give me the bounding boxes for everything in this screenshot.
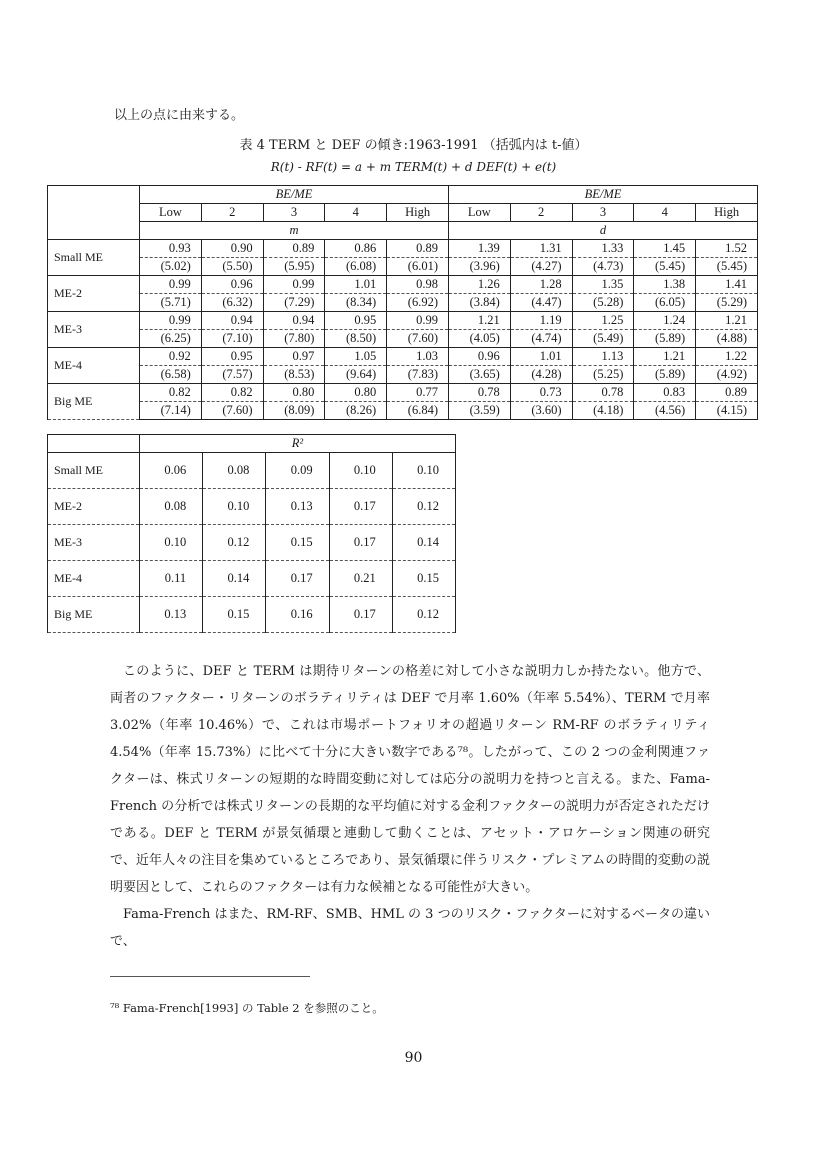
t-value-cell: (5.71) (140, 294, 202, 312)
coef-cell: 0.97 (263, 348, 325, 366)
t-value-cell: (4.47) (510, 294, 572, 312)
coef-cell: 0.86 (325, 240, 387, 258)
footnote-rule (110, 976, 310, 977)
table-caption: 表 4 TERM と DEF の傾き:1963-1991 （括弧内は t-値） (239, 138, 588, 153)
r2-cell: 0.15 (266, 525, 329, 561)
t-value-cell: (7.10) (201, 330, 263, 348)
col-header: Low (448, 204, 510, 222)
t-value-cell: (6.32) (201, 294, 263, 312)
coef-cell: 1.33 (572, 240, 634, 258)
col-header: 3 (263, 204, 325, 222)
col-header: 4 (325, 204, 387, 222)
coef-cell: 1.39 (448, 240, 510, 258)
t-value-cell: (4.18) (572, 402, 634, 420)
coef-cell: 1.45 (634, 240, 696, 258)
coef-cell: 0.99 (387, 312, 449, 330)
col-header: High (387, 204, 449, 222)
coef-cell: 0.89 (387, 240, 449, 258)
label-d: d (448, 222, 757, 240)
t-value-cell: (3.60) (510, 402, 572, 420)
coef-cell: 1.52 (696, 240, 758, 258)
r2-row-label: ME-4 (48, 561, 140, 597)
coef-cell: 1.22 (696, 348, 758, 366)
t-value-cell: (5.49) (572, 330, 634, 348)
coef-cell: 0.78 (572, 384, 634, 402)
coef-cell: 1.13 (572, 348, 634, 366)
coef-cell: 1.01 (325, 276, 387, 294)
slope-table (47, 185, 758, 420)
r2-cell: 0.13 (140, 597, 203, 633)
t-value-cell: (7.60) (201, 402, 263, 420)
t-value-cell: (5.89) (634, 330, 696, 348)
r2-cell: 0.11 (140, 561, 203, 597)
r2-row-label: Small ME (48, 453, 140, 489)
r2-cell: 0.14 (392, 525, 455, 561)
coef-cell: 1.38 (634, 276, 696, 294)
coef-cell: 0.99 (263, 276, 325, 294)
t-value-cell: (5.02) (140, 258, 202, 276)
t-value-cell: (5.95) (263, 258, 325, 276)
coef-cell: 1.31 (510, 240, 572, 258)
r2-row-label: Big ME (48, 597, 140, 633)
t-value-cell: (7.60) (387, 330, 449, 348)
group-header-left: BE/ME (140, 186, 449, 204)
coef-cell: 0.93 (140, 240, 202, 258)
coef-cell: 0.99 (140, 276, 202, 294)
coef-cell: 1.21 (634, 348, 696, 366)
page-number: 90 (404, 1050, 423, 1066)
coef-cell: 0.92 (140, 348, 202, 366)
t-value-cell: (3.84) (448, 294, 510, 312)
t-value-cell: (3.65) (448, 366, 510, 384)
regression-equation: R(t) - RF(t) = a + m TERM(t) + d DEF(t) + e(t) (270, 160, 557, 174)
t-value-cell: (3.96) (448, 258, 510, 276)
t-value-cell: (4.92) (696, 366, 758, 384)
r2-row-label: ME-3 (48, 525, 140, 561)
t-value-cell: (7.83) (387, 366, 449, 384)
r2-cell: 0.21 (329, 561, 392, 597)
t-value-cell: (8.50) (325, 330, 387, 348)
coef-cell: 0.94 (201, 312, 263, 330)
r2-cell: 0.13 (266, 489, 329, 525)
r2-row-label: ME-2 (48, 489, 140, 525)
r2-cell: 0.12 (392, 489, 455, 525)
coef-cell: 1.03 (387, 348, 449, 366)
coef-cell: 0.73 (510, 384, 572, 402)
footnote: ⁷⁸ Fama-French[1993] の Table 2 を参照のこと。 (110, 1001, 384, 1015)
r2-cell: 0.10 (203, 489, 266, 525)
r2-cell: 0.06 (140, 453, 203, 489)
t-value-cell: (6.08) (325, 258, 387, 276)
r2-cell: 0.17 (329, 525, 392, 561)
r2-cell: 0.16 (266, 597, 329, 633)
coef-cell: 0.89 (696, 384, 758, 402)
corner-cell (48, 186, 140, 240)
r2-cell: 0.17 (266, 561, 329, 597)
coef-cell: 0.82 (140, 384, 202, 402)
coef-cell: 0.94 (263, 312, 325, 330)
t-value-cell: (6.25) (140, 330, 202, 348)
r2-cell: 0.14 (203, 561, 266, 597)
col-header: 4 (634, 204, 696, 222)
t-value-cell: (7.57) (201, 366, 263, 384)
coef-cell: 0.78 (448, 384, 510, 402)
t-value-cell: (6.05) (634, 294, 696, 312)
t-value-cell: (8.53) (263, 366, 325, 384)
coef-cell: 1.24 (634, 312, 696, 330)
t-value-cell: (6.58) (140, 366, 202, 384)
r2-cell: 0.15 (392, 561, 455, 597)
r2-corner-cell (48, 435, 140, 453)
group-header-right: BE/ME (448, 186, 757, 204)
t-value-cell: (7.29) (263, 294, 325, 312)
coef-cell: 0.95 (201, 348, 263, 366)
col-header: 3 (572, 204, 634, 222)
t-value-cell: (3.59) (448, 402, 510, 420)
r2-cell: 0.10 (329, 453, 392, 489)
row-label: Big ME (48, 384, 140, 420)
coef-cell: 1.19 (510, 312, 572, 330)
coef-cell: 0.90 (201, 240, 263, 258)
coef-cell: 1.21 (696, 312, 758, 330)
label-m: m (140, 222, 449, 240)
t-value-cell: (5.45) (634, 258, 696, 276)
label-r2: R² (140, 435, 456, 453)
t-value-cell: (5.25) (572, 366, 634, 384)
t-value-cell: (4.74) (510, 330, 572, 348)
coef-cell: 1.25 (572, 312, 634, 330)
col-header: Low (140, 204, 202, 222)
col-header: 2 (201, 204, 263, 222)
r-squared-table (47, 434, 456, 633)
r2-cell: 0.12 (203, 525, 266, 561)
t-value-cell: (4.73) (572, 258, 634, 276)
t-value-cell: (9.64) (325, 366, 387, 384)
coef-cell: 1.41 (696, 276, 758, 294)
t-value-cell: (5.89) (634, 366, 696, 384)
coef-cell: 1.35 (572, 276, 634, 294)
intro-text: 以上の点に由来する。 (114, 108, 245, 123)
col-header: High (696, 204, 758, 222)
r2-cell: 0.09 (266, 453, 329, 489)
t-value-cell: (4.56) (634, 402, 696, 420)
t-value-cell: (7.80) (263, 330, 325, 348)
t-value-cell: (5.29) (696, 294, 758, 312)
r2-cell: 0.12 (392, 597, 455, 633)
coef-cell: 0.89 (263, 240, 325, 258)
t-value-cell: (4.15) (696, 402, 758, 420)
coef-cell: 0.77 (387, 384, 449, 402)
t-value-cell: (4.28) (510, 366, 572, 384)
t-value-cell: (6.84) (387, 402, 449, 420)
row-label: Small ME (48, 240, 140, 276)
coef-cell: 0.98 (387, 276, 449, 294)
r2-cell: 0.08 (203, 453, 266, 489)
coef-cell: 0.80 (325, 384, 387, 402)
t-value-cell: (8.09) (263, 402, 325, 420)
r2-cell: 0.08 (140, 489, 203, 525)
t-value-cell: (5.28) (572, 294, 634, 312)
row-label: ME-2 (48, 276, 140, 312)
coef-cell: 0.99 (140, 312, 202, 330)
coef-cell: 0.80 (263, 384, 325, 402)
row-label: ME-4 (48, 348, 140, 384)
r2-cell: 0.10 (140, 525, 203, 561)
t-value-cell: (4.05) (448, 330, 510, 348)
r2-cell: 0.10 (392, 453, 455, 489)
body-text (110, 658, 710, 955)
paragraph-1: このように、DEF と TERM は期待リターンの格差に対して小さな説明力しか持たない。他方で、両者のファクター・リターンのボラティリティは DEF で月率 1.60%（年率 5.54%）、TERM で月率3.02%（年率 10.46%）で、これは市場ポートフォリオの超過リターン RM-RF のボラティリティ 4.54%（年率 15.73%）に比べて十分に大きい数字である⁷⁸。したがって、この 2 つの金利関連ファクターは、株式リターンの短期的な時間変動に対しては応分の説明力を持つと言える。また、Fama-French の分析では株式リターンの長期的な平均値に対する金利ファクターの説明力が否定されただけである。DEF と TERM が景気循環と連動して動くことは、アセット・アロケーション関連の研究で、近年人々の注目を集めているところであり、景気循環に伴うリスク・プレミアムの時間的変動の説明要因として、これらのファクターは有力な候補となる可能性が大きい。 (110, 664, 710, 895)
t-value-cell: (6.01) (387, 258, 449, 276)
r2-cell: 0.17 (329, 489, 392, 525)
t-value-cell: (6.92) (387, 294, 449, 312)
col-header: 2 (510, 204, 572, 222)
coef-cell: 0.82 (201, 384, 263, 402)
coef-cell: 1.05 (325, 348, 387, 366)
coef-cell: 0.96 (201, 276, 263, 294)
row-label: ME-3 (48, 312, 140, 348)
coef-cell: 1.21 (448, 312, 510, 330)
coef-cell: 0.95 (325, 312, 387, 330)
t-value-cell: (8.26) (325, 402, 387, 420)
coef-cell: 1.01 (510, 348, 572, 366)
r2-cell: 0.15 (203, 597, 266, 633)
t-value-cell: (4.88) (696, 330, 758, 348)
coef-cell: 1.26 (448, 276, 510, 294)
r2-cell: 0.17 (329, 597, 392, 633)
t-value-cell: (5.45) (696, 258, 758, 276)
coef-cell: 1.28 (510, 276, 572, 294)
t-value-cell: (8.34) (325, 294, 387, 312)
t-value-cell: (4.27) (510, 258, 572, 276)
coef-cell: 0.96 (448, 348, 510, 366)
t-value-cell: (7.14) (140, 402, 202, 420)
coef-cell: 0.83 (634, 384, 696, 402)
paragraph-2: Fama-French はまた、RM-RF、SMB、HML の 3 つのリスク・ファクターに対するベータの違いで、 (110, 907, 710, 949)
t-value-cell: (5.50) (201, 258, 263, 276)
